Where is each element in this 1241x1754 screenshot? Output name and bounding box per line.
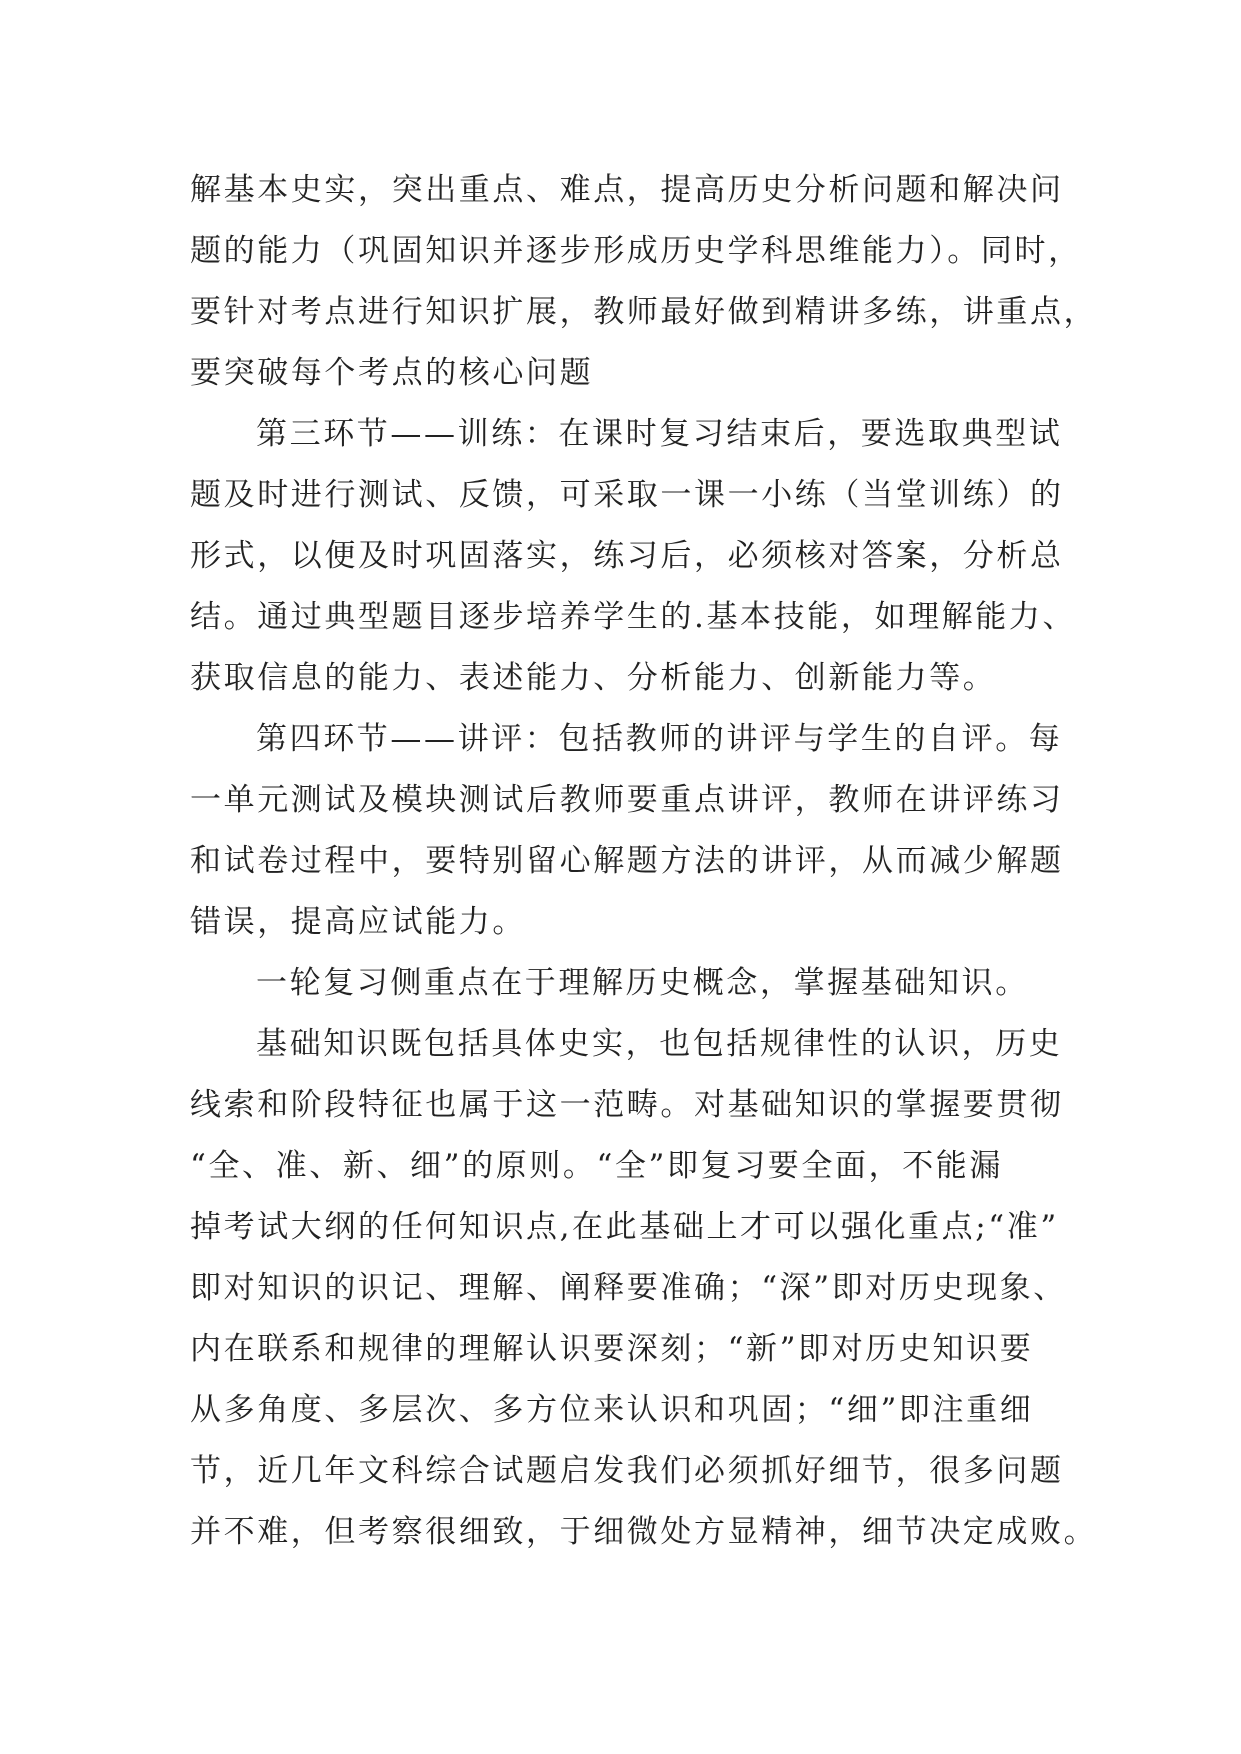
paragraph-first-line: 第三环节——训练：在课时复习结束后，要选取典型试 — [256, 416, 1063, 452]
text-line: 和试卷过程中，要特别留心解题方法的讲评，从而减少解题 — [190, 843, 1064, 879]
text-line: 错误，提高应试能力。 — [190, 904, 526, 940]
document-body — [190, 160, 1098, 1563]
text-line: 即对知识的识记、理解、阐释要准确；“深”即对历史现象、 — [190, 1270, 1067, 1306]
text-line: 要突破每个考点的核心问题 — [190, 355, 594, 391]
text-line: 形式，以便及时巩固落实，练习后，必须核对答案，分析总 — [190, 538, 1064, 574]
text-line: 从多角度、多层次、多方位来认识和巩固；“细”即注重细 — [190, 1392, 1034, 1428]
text-line: 节，近几年文科综合试题启发我们必须抓好细节，很多问题 — [190, 1453, 1064, 1489]
text-line: 掉考试大纲的任何知识点,在此基础上才可以强化重点;“准” — [190, 1209, 1059, 1245]
text-line: 要针对考点进行知识扩展，教师最好做到精讲多练，讲重点， — [190, 294, 1098, 330]
text-line: 题的能力（巩固知识并逐步形成历史学科思维能力）。同时， — [190, 233, 1082, 269]
text-line: 解基本史实，突出重点、难点，提高历史分析问题和解决问 — [190, 172, 1064, 208]
text-line: “全、准、新、细”的原则。“全”即复习要全面，不能漏 — [190, 1148, 1003, 1184]
text-line: 结。通过典型题目逐步培养学生的.基本技能，如理解能力、 — [190, 599, 1077, 635]
text-line: 并不难，但考察很细致，于细微处方显精神，细节决定成败。 — [190, 1514, 1098, 1550]
paragraph-first-line: 第四环节——讲评：包括教师的讲评与学生的自评。每 — [256, 721, 1063, 757]
text-line: 线索和阶段特征也属于这一范畴。对基础知识的掌握要贯彻 — [190, 1087, 1064, 1123]
text-line: 获取信息的能力、表述能力、分析能力、创新能力等。 — [190, 660, 997, 696]
paragraph-first-line: 基础知识既包括具体史实，也包括规律性的认识，历史 — [256, 1026, 1063, 1062]
text-line: 内在联系和规律的理解认识要深刻；“新”即对历史知识要 — [190, 1331, 1034, 1367]
text-line: 题及时进行测试、反馈，可采取一课一小练（当堂训练）的 — [190, 477, 1064, 513]
text-line: 一单元测试及模块测试后教师要重点讲评，教师在讲评练习 — [190, 782, 1064, 818]
paragraph-first-line: 一轮复习侧重点在于理解历史概念，掌握基础知识。 — [256, 965, 1029, 1001]
